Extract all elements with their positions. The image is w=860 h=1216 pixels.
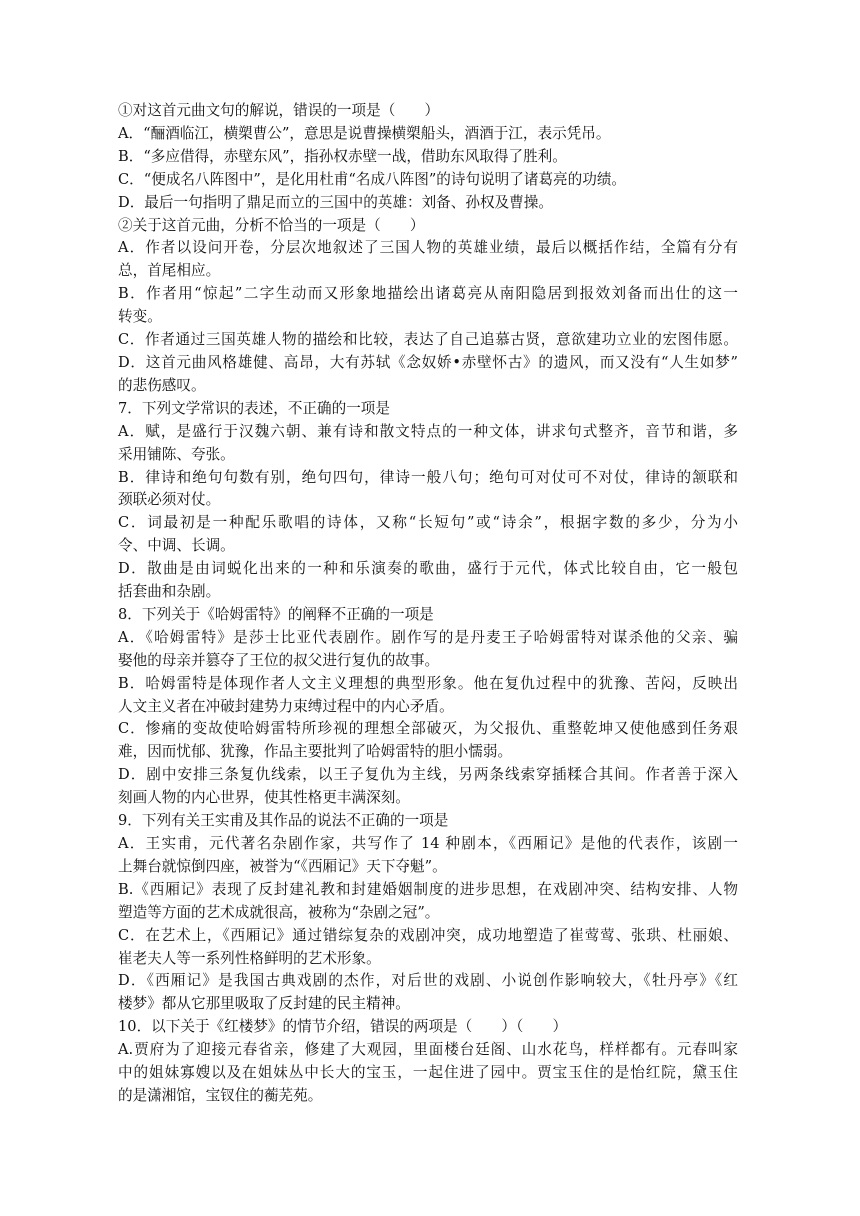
text-line: 采用铺陈、夸张。: [118, 445, 235, 463]
text-line: 娶他的母亲并篡夺了王位的叔父进行复仇的故事。: [118, 651, 440, 669]
text-line: B．“多应借得，赤壁东风”，指孙权赤壁一战，借助东风取得了胜利。: [118, 147, 567, 165]
text-line: 转变。: [118, 308, 162, 326]
text-line: 崔老夫人等一系列性格鲜明的艺术形象。: [118, 949, 381, 967]
text-line: B．律诗和绝句句数有别，绝句四句，律诗一般八句；绝句可对仗可不对仗，律诗的颔联和: [118, 468, 738, 486]
text-line: 颈联必须对仗。: [118, 491, 221, 509]
text-line: 上舞台就惊倒四座，被誉为“《西厢记》天下夺魁”。: [118, 857, 447, 875]
text-line: 令、中调、长调。: [118, 537, 235, 555]
text-line: A．《哈姆雷特》是莎士比亚代表剧作。剧作写的是丹麦王子哈姆雷特对谋杀他的父亲、骗: [118, 628, 738, 646]
text-line: C．惨痛的变故使哈姆雷特所珍视的理想全部破灭，为父报仇、重整乾坤又使他感到任务艰: [118, 720, 738, 738]
text-line: C．作者通过三国英雄人物的描绘和比较，表达了自己追慕古贤，意欲建功立业的宏图伟愿。: [118, 331, 738, 349]
text-line: A．作者以设问开卷，分层次地叙述了三国人物的英雄业绩，最后以概括作结，全篇有分有: [118, 239, 738, 257]
text-line: 9．下列有关王实甫及其作品的说法不正确的一项是: [118, 812, 449, 830]
text-line: 8．下列关于《哈姆雷特》的阐释不正确的一项是: [118, 605, 434, 623]
text-line: D．剧中安排三条复仇线索，以王子复仇为主线，另两条线索穿插糅合其间。作者善于深入: [118, 766, 738, 784]
text-line: A．“酾酒临江，横槊曹公”，意思是说曹操横槊船头，酒酒于江，表示凭吊。: [118, 124, 611, 142]
text-line: 中的姐妹寡嫂以及在姐妹丛中长大的宝玉，一起住进了园中。贾宝玉住的是怡红院，黛玉住: [118, 1064, 738, 1082]
text-line: 7．下列文学常识的表述，不正确的一项是: [118, 399, 390, 417]
text-line: D．这首元曲风格雄健、高昂，大有苏轼《念奴娇•赤壁怀古》的遗风，而又没有“人生如梦”: [118, 353, 738, 371]
text-line: 楼梦》都从它那里吸取了反封建的民主精神。: [118, 995, 410, 1013]
document-page: [118, 100, 738, 1108]
text-line: ②关于这首元曲，分析不恰当的一项是（ ）: [118, 216, 425, 234]
text-line: ①对这首元曲文句的解说，错误的一项是（ ）: [118, 102, 440, 119]
text-line: B．哈姆雷特是体现作者人文主义理想的典型形象。他在复仇过程中的犹豫、苦闷，反映出: [118, 674, 738, 692]
text-line: 人文主义者在冲破封建势力束缚过程中的内心矛盾。: [118, 697, 454, 715]
text-line: B．作者用“惊起”二字生动而又形象地描绘出诸葛亮从南阳隐居到报效刘备而出仕的这一: [118, 285, 738, 303]
text-line: C．“便成名八阵图中”，是化用杜甫“名成八阵图”的诗句说明了诸葛亮的功绩。: [118, 170, 627, 188]
text-line: C．在艺术上，《西厢记》通过错综复杂的戏剧冲突，成功地塑造了崔莺莺、张珙、杜丽娘、: [118, 926, 738, 944]
text-line: B.《西厢记》表现了反封建礼教和封建婚姻制度的进步思想，在戏剧冲突、结构安排、人物: [118, 880, 738, 898]
text-line: 刻画人物的内心世界，使其性格更丰满深刻。: [118, 789, 410, 807]
text-line: 的是潇湘馆，宝钗住的蘅芜苑。: [118, 1086, 323, 1104]
text-line: 括套曲和杂剧。: [118, 583, 221, 601]
text-line: 塑造等方面的艺术成就很高，被称为“杂剧之冠”。: [118, 903, 440, 921]
text-line: A．赋，是盛行于汉魏六朝、兼有诗和散文特点的一种文体，讲求句式整齐，音节和谐，多: [118, 422, 738, 440]
text-line: 难，因而忧郁、犹豫，作品主要批判了哈姆雷特的胆小懦弱。: [118, 743, 513, 761]
text-line: 10．以下关于《红楼梦》的情节介绍，错误的两项是（ ）（ ）: [118, 1018, 568, 1036]
text-line: 总，首尾相应。: [118, 262, 221, 280]
text-line: D．最后一句指明了鼎足而立的三国中的英雄：刘备、孙权及曹操。: [118, 193, 553, 211]
text-line: 的悲伤感叹。: [118, 376, 206, 394]
text-line: D．《西厢记》是我国古典戏剧的杰作，对后世的戏剧、小说创作影响较大，《牡丹亭》《红: [118, 972, 738, 990]
text-line: C．词最初是一种配乐歌唱的诗体，又称“长短句”或“诗余”，根据字数的多少，分为小: [118, 514, 738, 532]
text-line: D．散曲是由词蜕化出来的一种和乐演奏的歌曲，盛行于元代，体式比较自由，它一般包: [118, 560, 738, 578]
text-line: A．王实甫，元代著名杂剧作家，共写作了 14 种剧本，《西厢记》是他的代表作，该剧一: [118, 835, 738, 852]
text-line: A.贾府为了迎接元春省亲，修建了大观园，里面楼台廷阁、山水花鸟，样样都有。元春叫家: [118, 1041, 738, 1059]
